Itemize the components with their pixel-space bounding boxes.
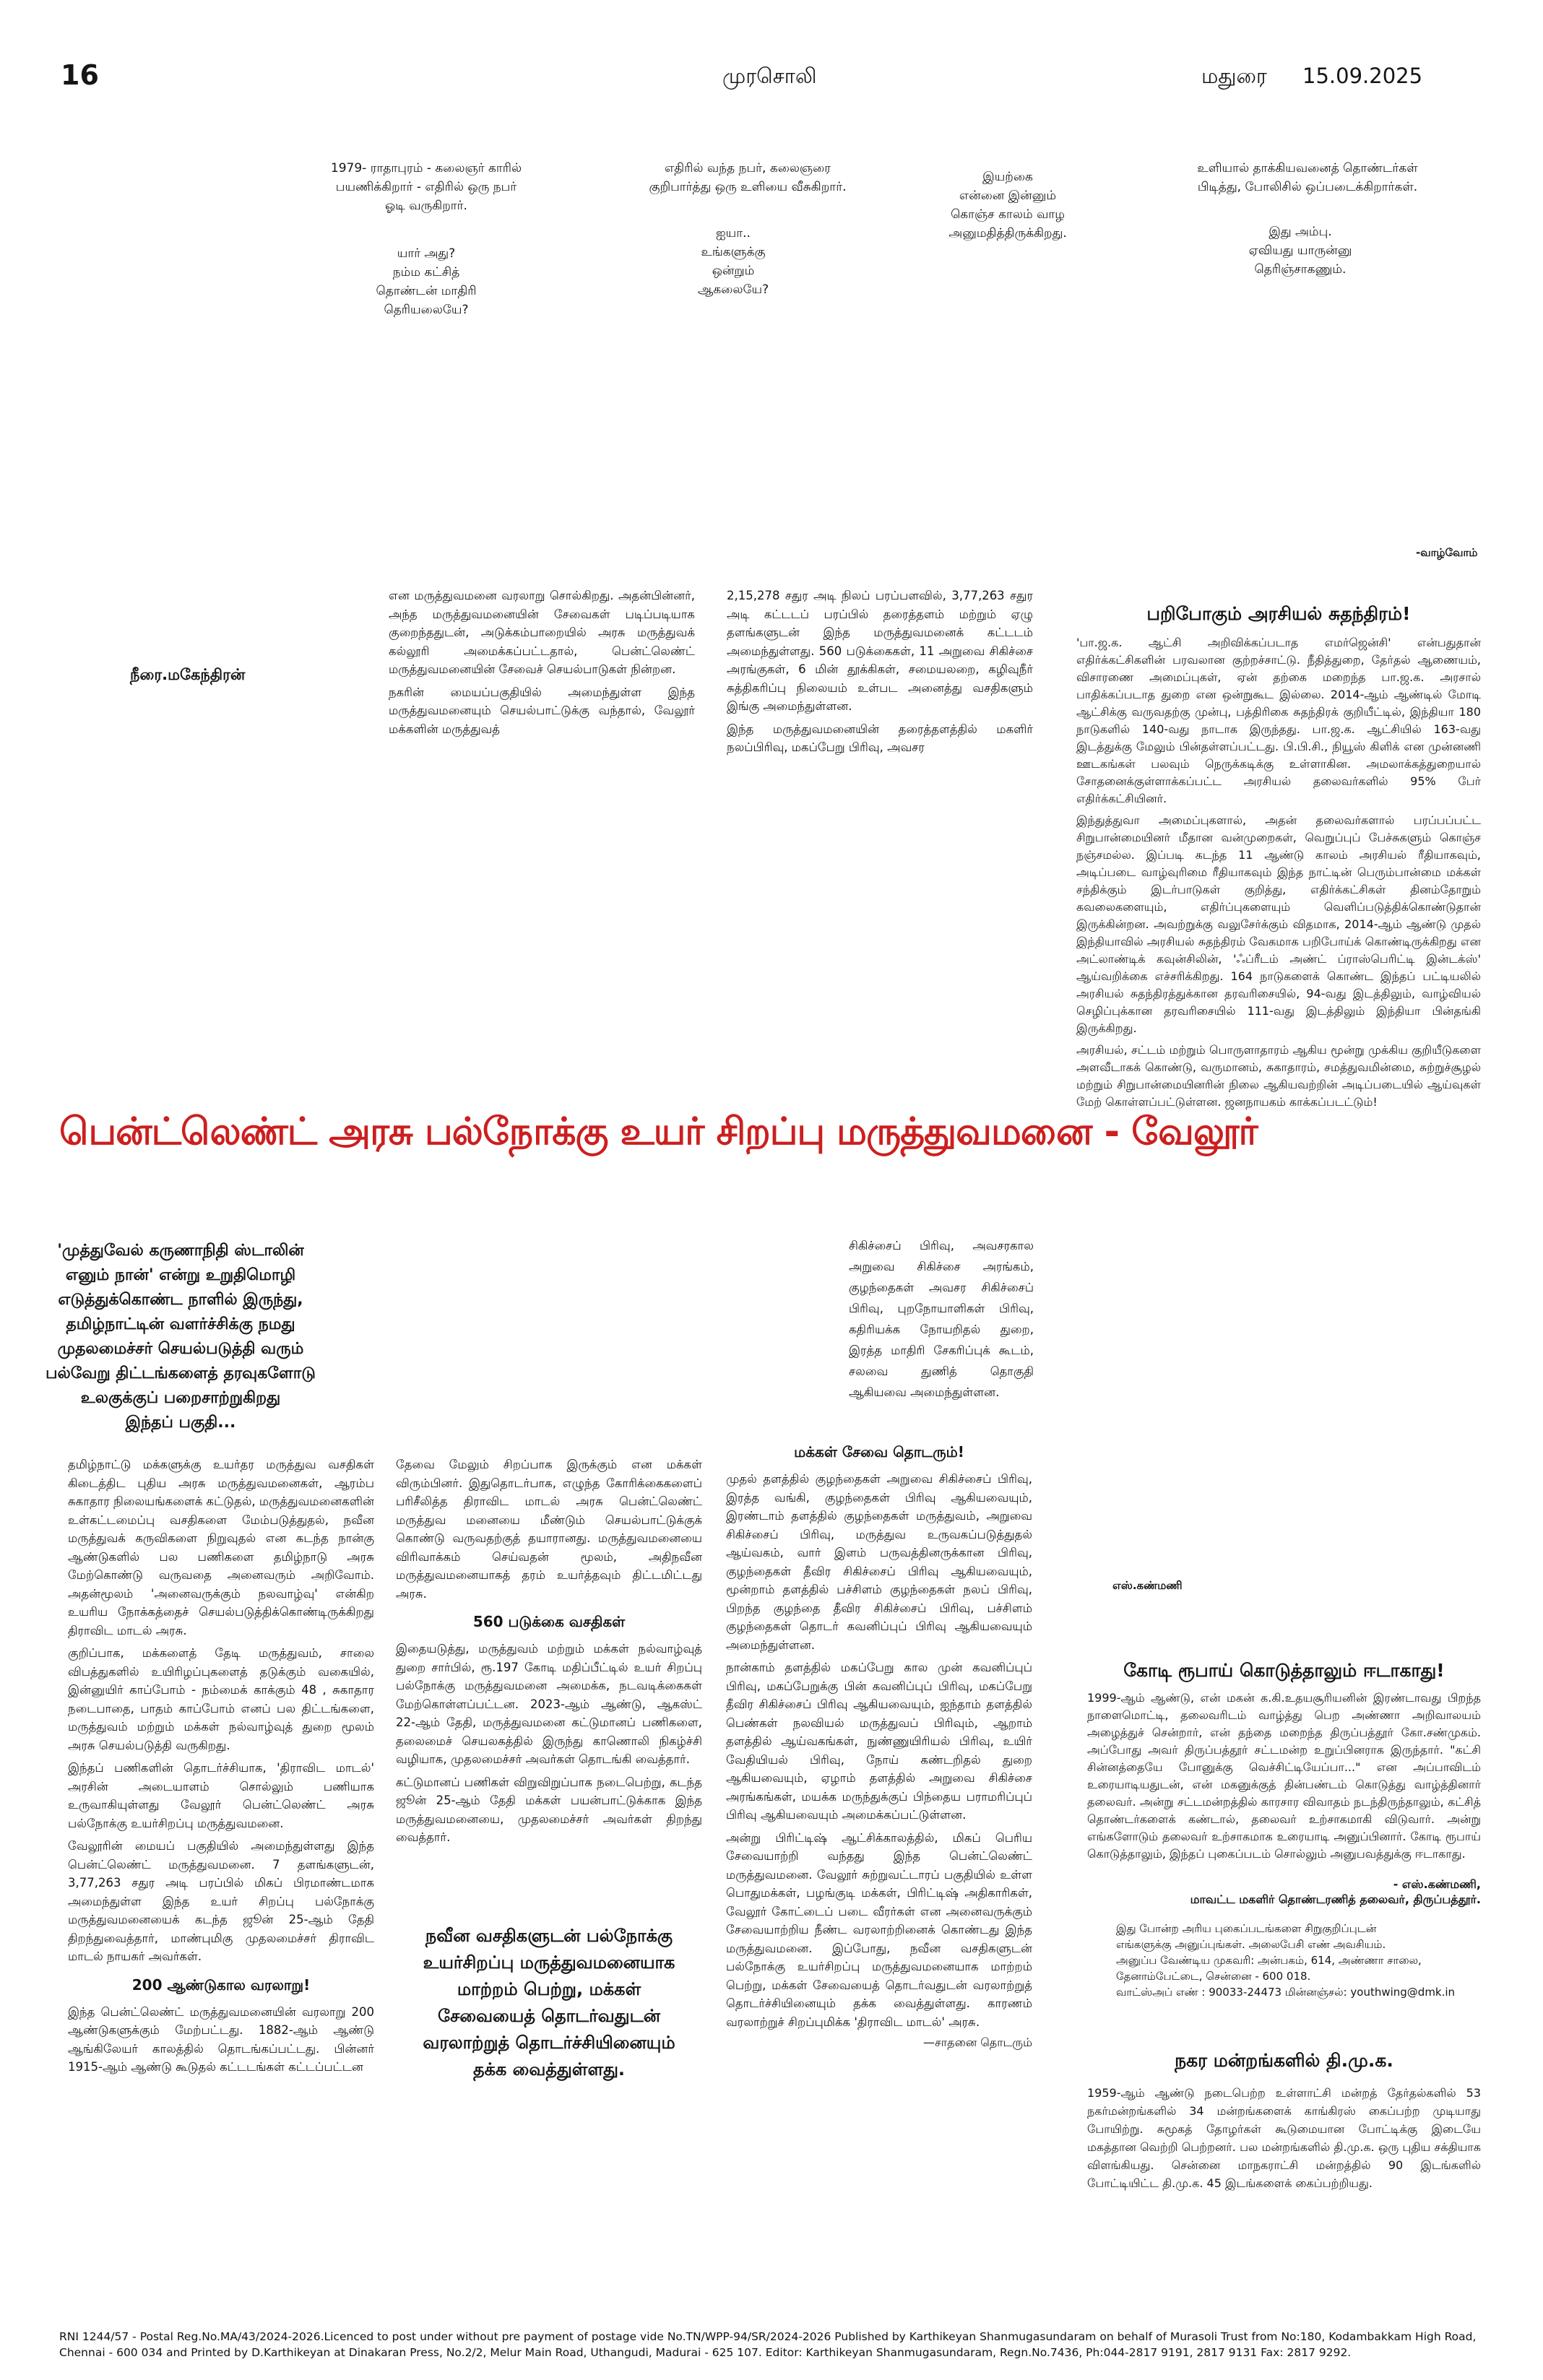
article-intro: 'முத்துவேல் கருணாநிதி ஸ்டாலின் எனும் நான்' என்று உறுதிமொழி எடுத்துக்கொண்ட நாளில் இருந்து, தமிழ்நாட்டின் வளர்ச்சிக்கு நமது முதலமைச்சர் செயல்படுத்தி வரும் பல்வேறு திட்டங்களைத் தரவுகளோடு உலகுக்குப் பறைசாற்றுகிறது இந்தப் பகுதி... [46, 1242, 316, 1432]
photo-memory-box [1087, 1660, 1481, 2000]
imprint-footer: RNI 1244/57 - Postal Reg.No.MA/43/2024-2026.Licenced to post under without pre payment of postage vide No.TN/WPP-94/SR/2024-2026 Published by Karthikeyan Shanmugasundaram on behalf of Murasoli Trust from No:180, Kodambakkam High Road, Chennai - 600 034 and Printed by D.Karthikeyan at Dinakaran Press, No.2/2, Melur Main Road, Uthangudi, Madurai - 625 107. Editor: Karthikeyan Shanmugasundaram, Regn.No.7436, Ph:044-2817 9191, 2817 9131 Fax: 2817 9292. [59, 2330, 1477, 2359]
paragraph: கட்டுமானப் பணிகள் விறுவிறுப்பாக நடைபெற்று, கடந்த ஜூன் 25-ஆம் தேதி மக்கள் பயன்பாட்டுக்காக இந்த மருத்துவமனையை, முதலமைச்சர் அவர்கள் திறந்து வைத்தார். [396, 1775, 702, 1844]
paragraph: சிகிச்சைப் பிரிவு, அவசரகால அறுவை சிகிச்சை அரங்கம், குழந்தைகள் அவசர சிகிச்சைப் பிரிவு, புறநோயாளிகள் பிரிவு, கதிரியக்க நோயறிதல் துறை, இரத்த மாதிரி சேகரிப்புக் கூடம், சலவை துணித் தொகுதி ஆகியவை அமைந்துள்ளன. [849, 1239, 1034, 1399]
cartoon-caption-7: இது அம்பு. ஏவியது யாருன்னு தெரிஞ்சாகணும். [1248, 225, 1352, 277]
paragraph: அன்று பிரிட்டிஷ் ஆட்சிக்காலத்தில், மிகப் பெரிய சேவையாற்றி வந்தது இந்த பென்ட்லெண்ட் மருத்துவமனை. வேலூர் சுற்றுவட்டாரப் பகுதியில் உள்ள பொதுமக்கள், பழங்குடி மக்கள், பிரிட்டிஷ் அதிகாரிகள், வேலூர் கோட்டைப் படை வீரர்கள் என அனைவருக்கும் சேவையாற்றிய நீண்ட வரலாற்றினைக் கொண்டது இந்த மருத்துவமனை. இப்போது, நவீன வசதிகளுடன் பல்நோக்கு உயர்சிறப்பு மருத்துவமனையாக மாற்றம் பெற்று, மக்கள் சேவையைத் தொடர்வதுடன் வரலாற்றுத் தொடர்ச்சியினையும் தக்க வைத்துள்ளது. காரணம் வரலாற்றுச் சிறப்புமிக்க 'திராவிட மாடல்' அரசு. [726, 1830, 1032, 2029]
cartoon-caption-6: உளியால் தாக்கியவனைத் தொண்டர்கள் பிடித்து, போலிசில் ஒப்படைக்கிறார்கள். [1197, 161, 1418, 194]
top-column-2 [727, 587, 1033, 761]
cartoon-caption-1: 1979- ராதாபுரம் - கலைஞர் காரில் பயணிக்கிறார் - எதிரில் ஒரு நபர் ஓடி வருகிறார். [330, 161, 522, 213]
municipal-box [1087, 2050, 1481, 2197]
article-headline: பென்ட்லெண்ட் அரசு பல்நோக்கு உயர் சிறப்பு மருத்துவமனை - வேலூர் [59, 1110, 1258, 1154]
paragraph: குறிப்பாக, மக்களைத் தேடி மருத்துவம், சாலை விபத்துகளில் உயிரிழப்புகளைத் தடுக்கும் வகையில், இன்னுயிர் காப்போம் - நம்மைக் காக்கும் 48 , சுகாதார நடைபாதை, பாதம் காப்போம் எனப் பல திட்டங்களை, மருத்துவம் மற்றும் மக்கள் நல்வாழ்வுத் துறை மூலம் அரசு செயல்படுத்தி வருகிறது. [68, 1646, 374, 1752]
paragraph: 1959-ஆம் ஆண்டு நடைபெற்ற உள்ளாட்சி மன்றத் தேர்தல்களில் 53 நகர்மன்றங்களில் 34 மன்றங்களைக் காங்கிரஸ் கைப்பற்ற முடியாது போயிற்று. சுமூகத் தோழர்கள் கூடுமையான போட்டிக்கு இடையே மகத்தான வெற்றி பெற்றனர். பல மன்றங்களில் தி.மு.க. ஒரு புதிய சக்தியாக விளங்கியது. சென்னை மாநகராட்சி மன்றத்தில் 90 இடங்களில் போட்டியிட்ட தி.மு.க. 45 இடங்களைக் கைப்பற்றியது. [1087, 2086, 1481, 2190]
cartoon-caption-4: ஐயா.. உங்களுக்கு ஒன்றும் ஆகலையே? [697, 226, 769, 297]
submission-note: இது போன்ற அரிய புகைப்படங்களை சிறுகுறிப்புடன் எங்களுக்கு அனுப்புங்கள். அலைபேசி எண் அவசியம். அனுப்ப வேண்டிய முகவரி: அன்பகம், 614, அண்ணா சாலை, தேனாம்பேட்டை, சென்னை - 600 018. வாட்ஸ்அப் எண் : 90033-24473 மின்னஞ்சல்: youthwing@dmk.in [1116, 1922, 1456, 1999]
box-byline: எஸ்.கண்மணி [1112, 1579, 1183, 1592]
paragraph: அரசியல், சட்டம் மற்றும் பொருளாதாரம் ஆகிய மூன்று முக்கிய குறியீடுகளை அளவீடாகக் கொண்டு, வருமானம், சுகாதாரம், சமத்துவமின்மை, சுற்றுச்சூழல் மற்றும் சிறுபான்மையினரின் நிலை ஆகியவற்றின் அடிப்படையில் ஆய்வுகள் மேற் கொள்ளப்பட்டுள்ளன. ஜனநாயகம் காக்கப்படட்டும்! [1076, 1043, 1481, 1109]
paragraph: நகரின் மையப்பகுதியில் அமைந்துள்ள இந்த மருத்துவமனையும் செயல்பாட்டுக்கு வந்தால், வேலூர் மக்களின் மருத்துவத் [389, 685, 695, 736]
political-freedom-box [1076, 603, 1481, 1115]
cartoon-continued: -வாழ்வோம் [1416, 546, 1478, 559]
paragraph: என மருத்துவமனை வரலாறு சொல்கிறது. அதன்பின்னர், அந்த மருத்துவமனையின் சேவைகள் படிப்படியாக குறைந்ததுடன், அடுக்கம்பாறையில் அரசு மருத்துவக் கல்லூரி அமைக்கப்பட்டதால், பென்ட்லெண்ட் மருத்துவமனையின் சேவைச் செயல்பாடுகள் நின்றன. [389, 589, 695, 676]
signature-role: மாவட்ட மகளிர் தொண்டரணித் தலைவர், திருப்பத்தூர். [1190, 1892, 1481, 1906]
paper-name: முரசொலி [722, 64, 817, 88]
bottom-column-3 [726, 1443, 1032, 2051]
bottom-column-1 [68, 1455, 374, 2081]
paragraph: வேலூரின் மையப் பகுதியில் அமைந்துள்ளது இந்த பென்ட்லெண்ட் மருத்துவமனை. 7 தளங்களுடன், 3,77,263 சதுர அடி பரப்பில் மிகப் பிரமாண்டமாக அமைந்துள்ள இந்த உயர் சிறப்பு பல்நோக்கு மருத்துவமனையைக் கடந்த ஜூன் 25-ஆம் தேதி திறந்துவைத்தார், மாண்புமிகு முதலமைச்சர் திராவிட மாடல் நாயகர் அவர்கள். [68, 1839, 374, 1963]
cartoon-caption-5: இயற்கை என்னை இன்னும் கொஞ்ச காலம் வாழ அனுமதித்திருக்கிறது. [948, 170, 1067, 241]
paragraph: முதல் தளத்தில் குழந்தைகள் அறுவை சிகிச்சைப் பிரிவு, இரத்த வங்கி, குழந்தைகள் பிரிவு ஆகியவையும், இரண்டாம் தளத்தில் குழந்தைகள் மருத்துவம், அறுவை சிகிச்சைப் பிரிவு, மருத்துவ உருவகப்படுத்துதல் ஆய்வகம், வார் இளம் பருவத்தினருக்கான பிரிவு, குழந்தைகள் தீவிர சிகிச்சைப் பிரிவு ஆகியவையும், மூன்றாம் தளத்தில் பச்சிளம் குழந்தைகள் நலப் பிரிவு, பிறந்த குழந்தை தீவிர சிகிச்சைப் பிரிவு, பச்சிளம் குழந்தைகள் தொடர் கவனிப்புப் பிரிவு ஆகியவையும் அமைந்துள்ளன. [726, 1472, 1032, 1652]
paragraph: 1999-ஆம் ஆண்டு, என் மகன் க.கி.உதயசூரியனின் இரண்டாவது பிறந்த நாளைமொட்டி, தலைவரிடம் வாழ்த்து பெற அண்ணா அறிவாலயம் அழைத்துச் சென்றார், என் தந்தை மறைந்த திருப்பத்தூர் கோ.சண்முகம். அப்போது அவர் திருப்பத்தூர் சட்டமன்ற உறுப்பினராக இருந்தார். "கட்சி சின்னத்தையே போனுக்கு வெச்சிட்டியேப்பா..." என அப்பாவிடம் உரையாடியதுடன், என் மகனுக்குத் தின்பண்டம் கொடுத்து வாழ்த்தினார் தலைவர். அன்று சட்டமன்றத்தில் காரசார விவாதம் நடந்திருந்தாலும், கட்சித் தொண்டர்களைக் கண்டால், தலைவர் உற்சாகமாகி விடுவார். அன்று எங்களோடும் தலைவர் உற்சாகமாக உரையாடி அனுப்பினார். கோடி ரூபாய் கொடுத்தாலும், இந்தப் புகைப்படம் சொல்லும் அனுபவத்துக்கு ஈடாகாது. [1087, 1691, 1481, 1861]
pull-quote: நவீன வசதிகளுடன் பல்நோக்கு உயர்சிறப்பு மருத்துவமனையாக மாற்றம் பெற்று, மக்கள் சேவையைத் தொடர்வதுடன் வரலாற்றுத் தொடர்ச்சியினையும் தக்க வைத்துள்ளது. [423, 1926, 675, 2080]
box-title: பறிபோகும் அரசியல் சுதந்திரம்! [1146, 603, 1411, 624]
paragraph: 'பா.ஜ.க. ஆட்சி அறிவிக்கப்படாத எமர்ஜென்சி' என்பதுதான் எதிர்க்கட்சிகளின் பரவலான குற்றச்சாட்டு. நீதித்துறை, தேர்தல் ஆணையம், விசாரணை அமைப்புகள், ஏன் தற்கை மறைந்த பா.ஜ.க. அரசால் பாதிக்கப்படாத துறை என ஒன்றுகூட இல்லை. 2014-ஆம் ஆண்டில் மோடி ஆட்சிக்கு வருவதற்கு முன்பு, பத்திரிகை சுதந்திரக் குறியீட்டில், இந்தியா 180 நாடுகளில் 140-வது நாடாக இருந்தது. பா.ஜ.க. ஆட்சியில் 163-வது இடத்துக்கு மேலும் பின்தள்ளப்பட்டது. பி.பி.சி., நியூஸ் கிளிக் என முன்னணி ஊடகங்கள் பலவும் நெருக்கடிக்கு உள்ளாகின. அமலாக்கத்துறையால் சோதனைக்குள்ளாக்கப்பட்ட அரசியல் தலைவர்களில் 95% பேர் எதிர்க்கட்சியினர். [1076, 636, 1481, 805]
box-title: நகர மன்றங்களில் தி.மு.க. [1175, 2050, 1393, 2071]
paragraph: 2,15,278 சதுர அடி நிலப் பரப்பளவில், 3,77,263 சதுர அடி கட்டடப் பரப்பில் தரைத்தளம் மற்றும் ஏழு தளங்களுடன் இந்த மருத்துவமனைக் கட்டடம் அமைந்துள்ளது. 560 படுக்கைகள், 11 அறுவை சிகிச்சை அரங்குகள், 6 மின் தூக்கிகள், சமையலறை, கழிவுநீர் சுத்திகரிப்பு நிலையம் உள்பட அனைத்து வசதிகளும் இங்கு அமைந்துள்ளன. [727, 589, 1033, 713]
subhead-service-continues: மக்கள் சேவை தொடரும்! [794, 1443, 964, 1461]
top-column-1 [389, 587, 695, 743]
subhead-200-years: 200 ஆண்டுகால வரலாறு! [131, 1976, 311, 1994]
cartoon-caption-2: யார் அது? நம்ம கட்சித் தொண்டன் மாதிரி தெரியலையே? [376, 246, 477, 317]
paragraph: இந்துத்துவா அமைப்புகளால், அதன் தலைவர்களால் பரப்பப்பட்ட சிறுபான்மையினர் மீதான வன்முறைகள், வெறுப்புப் பேச்சுகளும் கொஞ்ச நஞ்சமல்ல. இப்படி கடந்த 11 ஆண்டு காலம் அரசியல் ரீதியாகவும், அடிப்படை வாழ்வுரிமை ரீதியாகவும் இந்த நாட்டின் பெரும்பான்மை மக்கள் சந்திக்கும் இடர்பாடுகள் குறித்து, எதிர்க்கட்சிகள் தினம்தோறும் கவலைகளையும், எதிர்ப்புகளையும் வெளிப்படுத்திக்கொண்டுதான் இருக்கின்றன. அவற்றுக்கு வலுசேர்க்கும் விதமாக, 2014-ஆம் ஆண்டு முதல் இந்தியாவில் அரசியல் சுதந்திரம் வேகமாக பறிபோய்க் கொண்டிருக்கிறது என அட்லாண்டிக் கவுன்சிலின், 'ஃப்ரீடம் அண்ட் ப்ராஸ்பெரிட்டி இன்டக்ஸ்' ஆய்வறிக்கை எச்சரிக்கிறது. 164 நாடுகளைக் கொண்ட இந்தப் பட்டியலில் அரசியல் சுதந்திரத்துக்கான தரவரிசையில், 94-வது இடத்திலும், வாழ்வியல் செழிப்புக்கான தரவரிசையில் 111-வது இடத்திலும் இந்தியா பின்தங்கி இருக்கிறது. [1076, 813, 1481, 1035]
paragraph: இந்தப் பணிகளின் தொடர்ச்சியாக, 'திராவிட மாடல்' அரசின் அடையாளம் சொல்லும் பணியாக உருவாகியுள்ளது வேலூர் பென்ட்லெண்ட் அரசு பல்நோக்கு உயர்சிறப்பு மருத்துவமனை. [68, 1761, 374, 1830]
edition-city: மதுரை [1201, 64, 1267, 88]
paragraph: நான்காம் தளத்தில் மகப்பேறு கால முன் கவனிப்புப் பிரிவு, மகப்பேறுக்கு பின் கவனிப்புப் பிரிவு, மகப்பேறு தீவிர சிகிச்சைப் பிரிவு ஆகியவையும், ஐந்தாம் தளத்தில் பெண்கள் நலவியல் மருத்துவப் பிரிவும், ஆறாம் தளத்தில் ஆய்வகங்கள், நுண்ணுயிரியல் பிரிவு, உயிர் வேதியியல் பிரிவு, நோய் கண்டறிதல் துறை ஆகியவையும், ஏழாம் தளத்தில் அறுவை சிகிச்சை அரங்கங்கள், மயக்க மருந்துக்குப் பிந்தைய பராமரிப்புப் பிரிவு ஆகியவையும் அமைக்கப்பட்டுள்ளன. [726, 1661, 1032, 1822]
mid-column-3 [849, 1235, 1034, 1407]
paragraph: இந்த மருத்துவமனையின் தரைத்தளத்தில் மகளிர் நலப்பிரிவு, மகப்பேறு பிரிவு, அவசர [727, 722, 1033, 754]
signature: - எஸ்.கண்மணி, [1393, 1877, 1481, 1891]
bottom-column-2 [396, 1455, 702, 1851]
edition-date: 15.09.2025 [1302, 64, 1423, 88]
continued-marker: —சாதனை தொடரும் [922, 2035, 1032, 2049]
cartoon-caption-3: எதிரில் வந்த நபர், கலைஞரை குறிபார்த்து ஒரு உளியை வீசுகிறார். [649, 161, 847, 194]
article-author: நீரை.மகேந்திரன் [130, 666, 246, 683]
box-title: கோடி ரூபாய் கொடுத்தாலும் ஈடாகாது! [1123, 1660, 1445, 1681]
subhead-560-beds: 560 படுக்கை வசதிகள் [472, 1613, 626, 1630]
page-number: 16 [61, 59, 99, 91]
paragraph: இதையடுத்து, மருத்துவம் மற்றும் மக்கள் நல்வாழ்வுத் துறை சார்பில், ரூ.197 கோடி மதிப்பீட்டில் உயர் சிறப்பு பல்நோக்கு மருத்துவமனை அமைக்க, நடவடிக்கைகள் மேற்கொள்ளப்பட்டன. 2023-ஆம் ஆண்டு, ஆகஸ்ட் 22-ஆம் தேதி, மருத்துவமனை கட்டுமானப் பணிகளை, தலைமைச் செயலகத்தில் இருந்து காணொலி நிகழ்ச்சி வழியாக, முதலமைச்சர் அவர்கள் தொடங்கி வைத்தார். [396, 1642, 702, 1766]
paragraph: தமிழ்நாட்டு மக்களுக்கு உயர்தர மருத்துவ வசதிகள் கிடைத்திட புதிய அரசு மருத்துவமனைகள், ஆரம்ப சுகாதார நிலையங்களைக் கட்டுதல், மருத்துவமனைகளின் உள்கட்டமைப்பு வசதிகளை மேம்படுத்துதல், நவீன மருத்துவக் கருவிகளை நிறுவுதல் என கடந்த நான்கு ஆண்டுகளில் பல பணிகளை தமிழ்நாடு அரசு மேற்கொண்டு வருவதை அனைவரும் அறிவோம். அதன்மூலம் 'அனைவருக்கும் நலவாழ்வு' என்கிற உயரிய நோக்கத்தைச் செயல்படுத்திக்கொண்டிருக்கிறது திராவிட மாடல் அரசு. [68, 1458, 374, 1637]
paragraph: இந்த பென்ட்லெண்ட் மருத்துவமனையின் வரலாறு 200 ஆண்டுகளுக்கும் மேற்பட்டது. 1882-ஆம் ஆண்டு ஆங்கிலேயர் காலத்தில் தொடங்கப்பட்டது. பின்னர் 1915-ஆம் ஆண்டு கூடுதல் கட்டடங்கள் கட்டப்பட்டன [68, 2004, 374, 2074]
paragraph: தேவை மேலும் சிறப்பாக இருக்கும் என மக்கள் விரும்பினர். இதுதொடர்பாக, எழுந்த கோரிக்கைகளைப் பரிசீலித்த திராவிட மாடல் அரசு பென்ட்லெண்ட் மருத்துவ மனையை மீண்டும் செயல்பாட்டுக்குக் கொண்டு வருவதற்குத் தயாரானது. மருத்துவமனையை விரிவாக்கம் செய்வதன் மூலம், அதிநவீன மருத்துவமனையாகத் தரம் உயர்த்தவும் திட்டமிட்டது அரசு. [396, 1458, 702, 1601]
